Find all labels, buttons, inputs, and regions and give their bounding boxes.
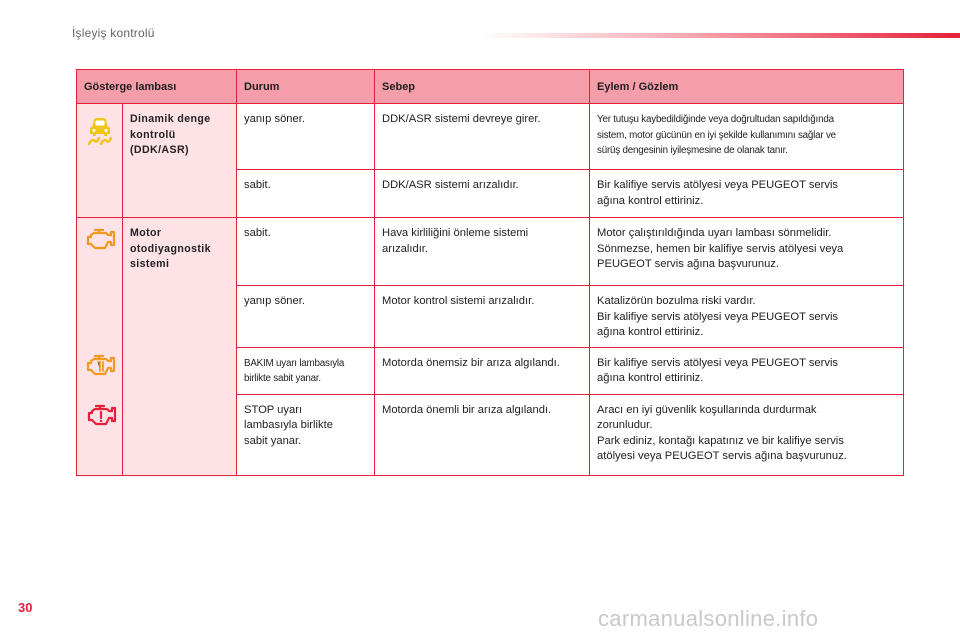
state-line: BAKIM uyarı lambasıyla — [244, 357, 345, 369]
action-line: Sönmezse, hemen bir kalifiye servis atölyesi veya — [597, 242, 844, 255]
lamp-icon-cell — [77, 104, 123, 218]
lamp-name-ddk — [123, 104, 237, 218]
table-header-row — [77, 70, 904, 104]
action-line: atölyesi veya PEUGEOT servis ağına başvurunuz. — [597, 450, 847, 462]
state-line: STOP uyarı — [244, 403, 303, 416]
indicator-table — [76, 69, 904, 476]
state-cell: yanıp söner. — [237, 286, 375, 348]
action-line: ağına kontrol ettiriniz. — [597, 194, 704, 207]
skid-car-icon — [86, 114, 114, 146]
action-line: Bir kalifiye servis atölyesi veya PEUGEOT servis — [597, 310, 839, 323]
cause-cell: Motorda önemsiz bir arıza algılandı. — [375, 347, 590, 394]
action-line: Yer tutuşu kaybedildiğinde veya doğrultudan sapıldığında — [597, 114, 834, 125]
lamp-name-line: otodiyagnostik — [130, 242, 211, 255]
cause-line: Hava kirliliğini önleme sistemi — [382, 227, 529, 239]
action-cell — [590, 347, 904, 394]
action-line: Aracı en iyi güvenlik koşullarında durdurmak — [597, 403, 817, 416]
lamp-name-line: kontrolü — [130, 128, 176, 141]
watermark: carmanualsonline.info — [598, 606, 819, 631]
state-line: sabit yanar. — [244, 434, 302, 447]
action-line: sistem, motor gücünün en iyi şekilde kullanımını sağlar ve — [597, 129, 836, 141]
state-cell: yanıp söner. — [237, 104, 375, 170]
cause-cell: Motorda önemli bir arıza algılandı. — [375, 394, 590, 475]
cause-line: arızalıdır. — [382, 242, 429, 255]
col-header-cause: Sebep — [375, 70, 590, 104]
state-line: lambasıyla birlikte — [244, 419, 333, 431]
action-line: ağına kontrol ettiriniz. — [597, 372, 704, 384]
lamp-name-line: (DDK/ASR) — [130, 144, 189, 156]
state-line: birlikte sabit yanar. — [244, 373, 321, 384]
engine-warning-icon — [86, 402, 118, 428]
lamp-name-line: Motor — [130, 227, 162, 239]
engine-wrench-icon — [86, 352, 116, 378]
table-row — [77, 104, 904, 170]
state-cell — [237, 347, 375, 394]
lamp-icon-cell — [77, 218, 123, 476]
action-line: zorunludur. — [597, 419, 653, 431]
action-line: PEUGEOT servis ağına başvurunuz. — [597, 258, 779, 270]
lamp-name-line: sistemi — [130, 258, 170, 270]
state-cell: sabit. — [237, 170, 375, 218]
cause-cell: Motor kontrol sistemi arızalıdır. — [375, 286, 590, 348]
action-line: Bir kalifiye servis atölyesi veya PEUGEOT servis — [597, 179, 839, 191]
cause-cell — [375, 218, 590, 286]
lamp-name-engine — [123, 218, 237, 476]
action-cell — [590, 286, 904, 348]
state-cell — [237, 394, 375, 475]
col-header-state: Durum — [237, 70, 375, 104]
cause-cell: DDK/ASR sistemi devreye girer. — [375, 104, 590, 170]
action-line: Bir kalifiye servis atölyesi veya PEUGEOT servis — [597, 356, 839, 369]
table-row — [77, 218, 904, 286]
action-line: Park ediniz, kontağı kapatınız ve bir kalifiye servis — [597, 434, 844, 447]
action-cell — [590, 394, 904, 475]
action-line: ağına kontrol ettiriniz. — [597, 326, 704, 338]
page-number: 30 — [18, 600, 33, 615]
action-line: sürüş dengesinin iyileşmesine de olanak tanır. — [597, 145, 788, 156]
action-cell — [590, 104, 904, 170]
header-gradient-bar — [480, 33, 960, 38]
action-cell — [590, 218, 904, 286]
section-title: İşleyiş kontrolü — [72, 26, 155, 40]
engine-icon — [86, 226, 116, 252]
action-cell — [590, 170, 904, 218]
action-line: Katalizörün bozulma riski vardır. — [597, 295, 756, 307]
lamp-name-line: Dinamik denge — [130, 113, 211, 125]
col-header-lamp: Gösterge lambası — [77, 70, 237, 104]
state-cell: sabit. — [237, 218, 375, 286]
col-header-action: Eylem / Gözlem — [590, 70, 904, 104]
cause-cell: DDK/ASR sistemi arızalıdır. — [375, 170, 590, 218]
action-line: Motor çalıştırıldığında uyarı lambası sönmelidir. — [597, 227, 832, 239]
